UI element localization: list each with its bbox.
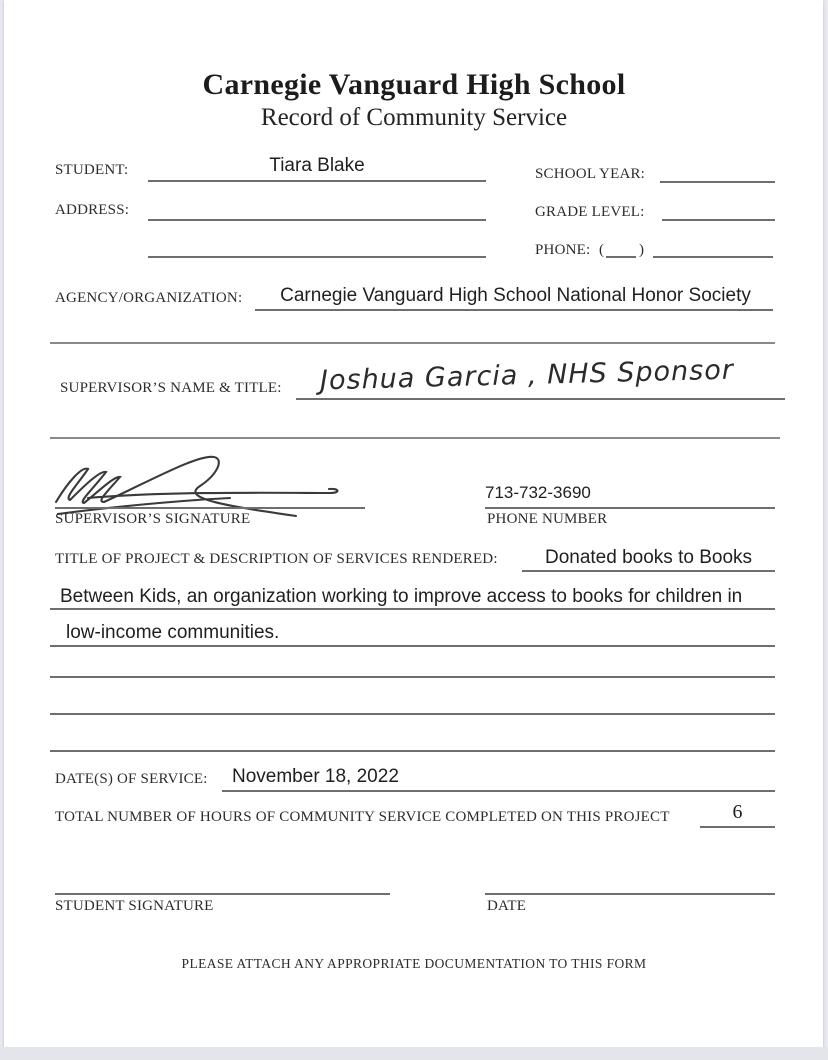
- project-line3-rule: [50, 645, 775, 647]
- date-label: DATE: [487, 898, 527, 914]
- student-signature-label: STUDENT SIGNATURE: [55, 898, 214, 914]
- phone-label: PHONE:: [535, 242, 591, 258]
- project-description-label: TITLE OF PROJECT & DESCRIPTION OF SERVICES RENDERED:: [55, 551, 498, 567]
- student-signature-line: [55, 893, 390, 895]
- phone-field-line: [653, 256, 773, 258]
- agency-label: AGENCY/ORGANIZATION:: [55, 290, 243, 306]
- supervisor-name-label: SUPERVISOR’S NAME & TITLE:: [60, 380, 282, 396]
- project-line2-rule: [50, 608, 775, 610]
- total-hours-value: 6: [732, 801, 743, 823]
- address-field-line: [148, 219, 486, 221]
- project-description-line1: Donated books to Books: [544, 547, 753, 568]
- viewer-bottom-edge: [0, 1047, 828, 1060]
- project-line1-rule: [522, 570, 775, 572]
- project-blank-rule-2: [50, 713, 775, 715]
- project-blank-rule-3: [50, 750, 775, 752]
- address-label: ADDRESS:: [55, 202, 130, 218]
- phone-number-line: [485, 507, 775, 509]
- total-hours-label: TOTAL NUMBER OF HOURS OF COMMUNITY SERVICE COMPLETED ON THIS PROJECT: [55, 809, 670, 825]
- agency-value: Carnegie Vanguard High School National Honor Society: [280, 285, 751, 306]
- dates-of-service-label: DATE(S) OF SERVICE:: [55, 771, 208, 787]
- agency-continuation-line: [50, 342, 775, 344]
- supervisor-name-handwritten-value: Joshua Garcia , NHS Sponsor: [319, 354, 735, 397]
- phone-areacode-line: [606, 256, 636, 258]
- agency-field-line: [255, 309, 773, 311]
- phone-number-value: 713-732-3690: [485, 483, 591, 502]
- phone-paren-open: (: [599, 242, 605, 258]
- dates-of-service-line: [222, 790, 775, 792]
- form-title: Carnegie Vanguard High School: [202, 68, 626, 101]
- school-year-field-line: [660, 181, 775, 183]
- supervisor-name-continuation-line: [50, 437, 780, 439]
- student-label: STUDENT:: [55, 162, 129, 178]
- footer-note: PLEASE ATTACH ANY APPROPRIATE DOCUMENTATION TO THIS FORM: [181, 956, 647, 971]
- date-line: [485, 893, 775, 895]
- project-blank-rule-1: [50, 676, 775, 678]
- supervisor-signature-line: [55, 507, 365, 509]
- address-field-line2: [148, 256, 486, 258]
- project-description-line3: low-income communities.: [66, 622, 280, 643]
- student-field-line: [148, 180, 486, 182]
- supervisor-signature-label: SUPERVISOR’S SIGNATURE: [55, 511, 251, 527]
- school-year-label: SCHOOL YEAR:: [535, 166, 646, 182]
- phone-paren-close: ): [639, 242, 645, 258]
- supervisor-name-field-line: [296, 398, 785, 400]
- grade-level-field-line: [662, 219, 775, 221]
- total-hours-line: [700, 826, 775, 828]
- phone-number-label: PHONE NUMBER: [487, 511, 608, 527]
- project-description-line2: Between Kids, an organization working to improve access to books for children in: [60, 586, 743, 607]
- grade-level-label: GRADE LEVEL:: [535, 204, 645, 220]
- dates-of-service-value: November 18, 2022: [232, 766, 399, 787]
- student-value: Tiara Blake: [269, 155, 365, 176]
- form-subtitle: Record of Community Service: [260, 104, 568, 131]
